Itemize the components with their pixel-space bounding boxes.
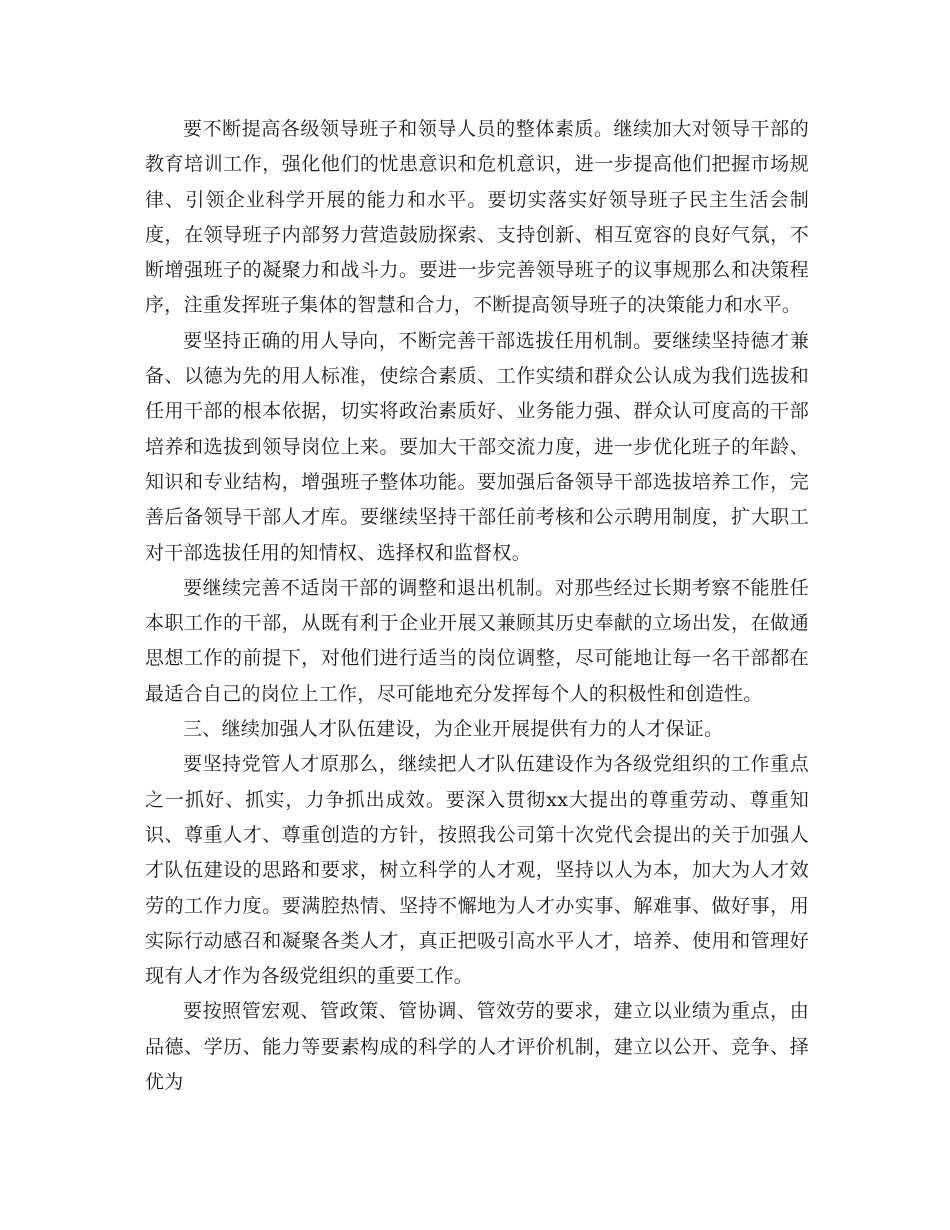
paragraph-talent-evaluation: 要按照管宏观、管政策、管协调、管效劳的要求，建立以业绩为重点，由品德、学历、能力等要素构成的科学的人才评价机制，建立以公开、竞争、择优为 [145,1000,809,1094]
document-body [145,112,809,1100]
paragraph-talent-management: 要坚持党管人才原那么，继续把人才队伍建设作为各级党组织的工作重点之一抓好、抓实，力争抓出成效。要深入贯彻xx大提出的尊重劳动、尊重知识、尊重人才、尊重创造的方针，按照我公司第十次党代会提出的关于加强人才队伍建设的思路和要求，树立科学的人才观，坚持以人为本，加大为人才效劳的工作力度。要满腔热情、坚持不懈地为人才办实事、解难事、做好事，用实际行动感召和凝聚各类人才，真正把吸引高水平人才，培养、使用和管理好现有人才作为各级党组织的重要工作。 [145,753,809,988]
paragraph-cadre-selection: 要坚持正确的用人导向，不断完善干部选拔任用机制。要继续坚持德才兼备、以德为先的用人标准，使综合素质、工作实绩和群众公认成为我们选拔和任用干部的根本依据，切实将政治素质好、业务能力强、群众认可度高的干部培养和选拔到领导岗位上来。要加大干部交流力度，进一步优化班子的年龄、知识和专业结构，增强班子整体功能。要加强后备领导干部选拔培养工作，完善后备领导干部人才库。要继续坚持干部任前考核和公示聘用制度，扩大职工对干部选拔任用的知情权、选择权和监督权。 [145,329,809,564]
section-heading-talent: 三、继续加强人才队伍建设，为企业开展提供有力的人才保证。 [183,718,724,741]
paragraph-cadre-adjustment: 要继续完善不适岗干部的调整和退出机制。对那些经过长期考察不能胜任本职工作的干部，从既有利于企业开展又兼顾其历史奉献的立场出发，在做通思想工作的前提下，对他们进行适当的岗位调整，尽可能地让每一名干部都在最适合自己的岗位上工作，尽可能地充分发挥每个人的积极性和创造性。 [145,576,809,705]
paragraph-leadership-quality: 要不断提高各级领导班子和领导人员的整体素质。继续加大对领导干部的教育培训工作，强化他们的忧患意识和危机意识，进一步提高他们把握市场规律、引领企业科学开展的能力和水平。要切实落实好领导班子民主生活会制度，在领导班子内部努力营造鼓励探索、支持创新、相互宽容的良好气氛，不断增强班子的凝聚力和战斗力。要进一步完善领导班子的议事规那么和决策程序，注重发挥班子集体的智慧和合力，不断提高领导班子的决策能力和水平。 [145,118,809,317]
